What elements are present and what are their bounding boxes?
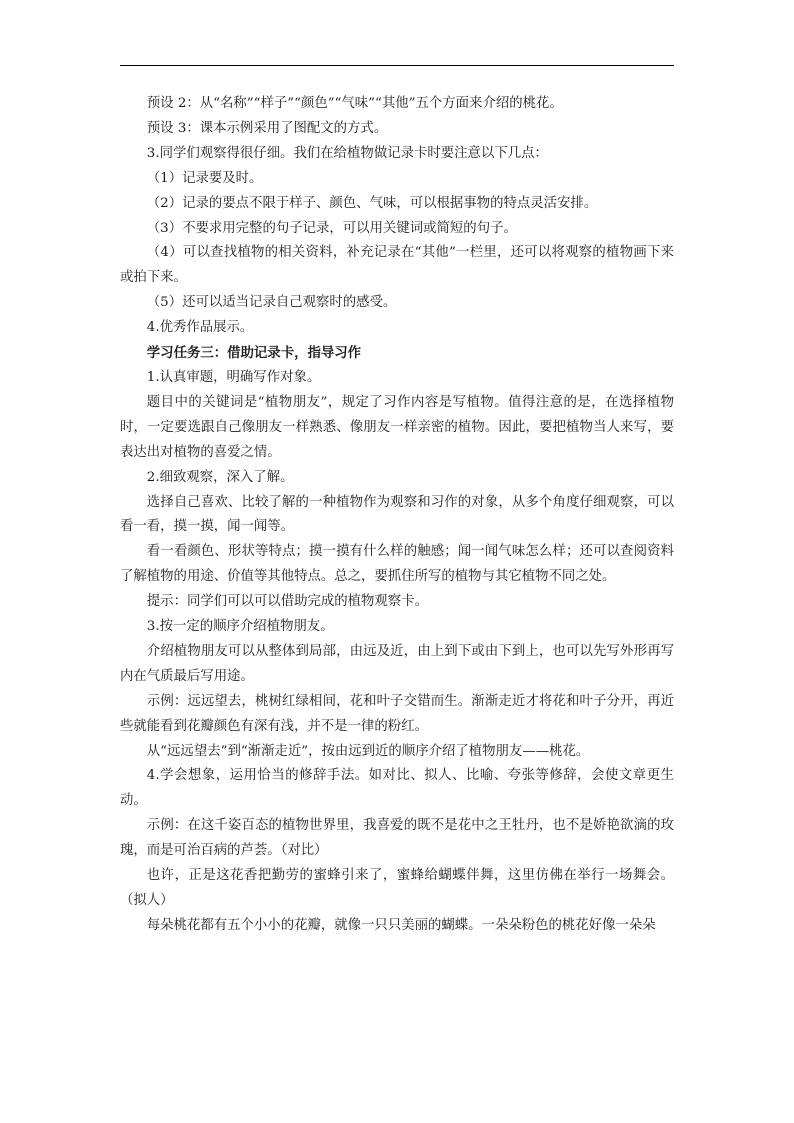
paragraph: （2）记录的要点不限于样子、颜色、气味，可以根据事物的特点灵活安排。 (146, 195, 598, 211)
header-rule (120, 65, 674, 66)
paragraph: 选择自己喜欢、比较了解的一种植物作为观察和习作的对象，从多个角度仔细观察，可以看一看，摸一摸，闻一闻等。 (120, 494, 674, 535)
paragraph: （4）可以查找植物的相关资料，补充记录在“其他”一栏里，还可以将观察的植物画下来或拍下来。 (120, 245, 674, 286)
paragraph: 从“远远望去”到“渐渐走近”，按由远到近的顺序介绍了植物朋友——桃花。 (146, 743, 590, 759)
paragraph: （1）记录要及时。 (146, 170, 263, 186)
paragraph: 示例：远远望去，桃树红绿相间，花和叶子交错而生。渐渐走近才将花和叶子分开，再近些就能看到花瓣颜色有深有浅，并不是一律的粉红。 (120, 693, 674, 734)
paragraph: 题目中的关键词是“植物朋友”，规定了习作内容是写植物。值得注意的是，在选择植物时，一定要选跟自己像朋友一样熟悉、像朋友一样亲密的植物。因此，要把植物当人来写，要表达出对植物的喜爱之情。 (120, 394, 674, 460)
paragraph: 介绍植物朋友可以从整体到局部，由远及近，由上到下或由下到上，也可以先写外形再写内在气质最后写用途。 (120, 643, 674, 684)
paragraph: 4.优秀作品展示。 (146, 320, 254, 336)
paragraph: 2.细致观察，深入了解。 (146, 469, 294, 485)
document-body (120, 92, 674, 939)
paragraph: 1.认真审题，明确写作对象。 (146, 369, 321, 385)
section-heading: 学习任务三：借助记录卡，指导习作 (146, 345, 362, 362)
paragraph: 预设 3：课本示例采用了图配文的方式。 (146, 120, 388, 136)
paragraph: 预设 2：从“名称”“样子”“颜色”“气味”“其他”五个方面来介绍的桃花。 (146, 96, 563, 111)
paragraph: 也许，正是这花香把勤劳的蜜蜂引来了，蜜蜂给蝴蝶伴舞，这里仿佛在举行一场舞会。（拟人） (120, 868, 674, 908)
paragraph: 提示：同学们可以可以借助完成的植物观察卡。 (146, 594, 428, 610)
paragraph: （3）不要求用完整的句子记录，可以用关键词或简短的句子。 (146, 220, 517, 236)
paragraph: 看一看颜色、形状等特点；摸一摸有什么样的触感；闻一闻气味怎么样；还可以查阅资料了解植物的用途、价值等其他特点。总之，要抓住所写的植物与其它植物不同之处。 (120, 544, 674, 585)
paragraph: （5）还可以适当记录自己观察时的感受。 (146, 295, 397, 311)
paragraph: 4.学会想象，运用恰当的修辞手法。如对比、拟人、比喻、夸张等修辞，会使文章更生动。 (120, 768, 674, 809)
paragraph: 每朵桃花都有五个小小的花瓣，就像一只只美丽的蝴蝶。一朵朵粉色的桃花好像一朵朵 (146, 917, 656, 933)
paragraph: 3.同学们观察得很仔细。我们在给植物做记录卡时要注意以下几点： (146, 145, 548, 161)
paragraph: 示例：在这千姿百态的植物世界里，我喜爱的既不是花中之王牡丹，也不是娇艳欲滴的玫瑰，而是可治百病的芦荟。（对比） (120, 818, 674, 859)
paragraph: 3.按一定的顺序介绍植物朋友。 (146, 619, 334, 635)
